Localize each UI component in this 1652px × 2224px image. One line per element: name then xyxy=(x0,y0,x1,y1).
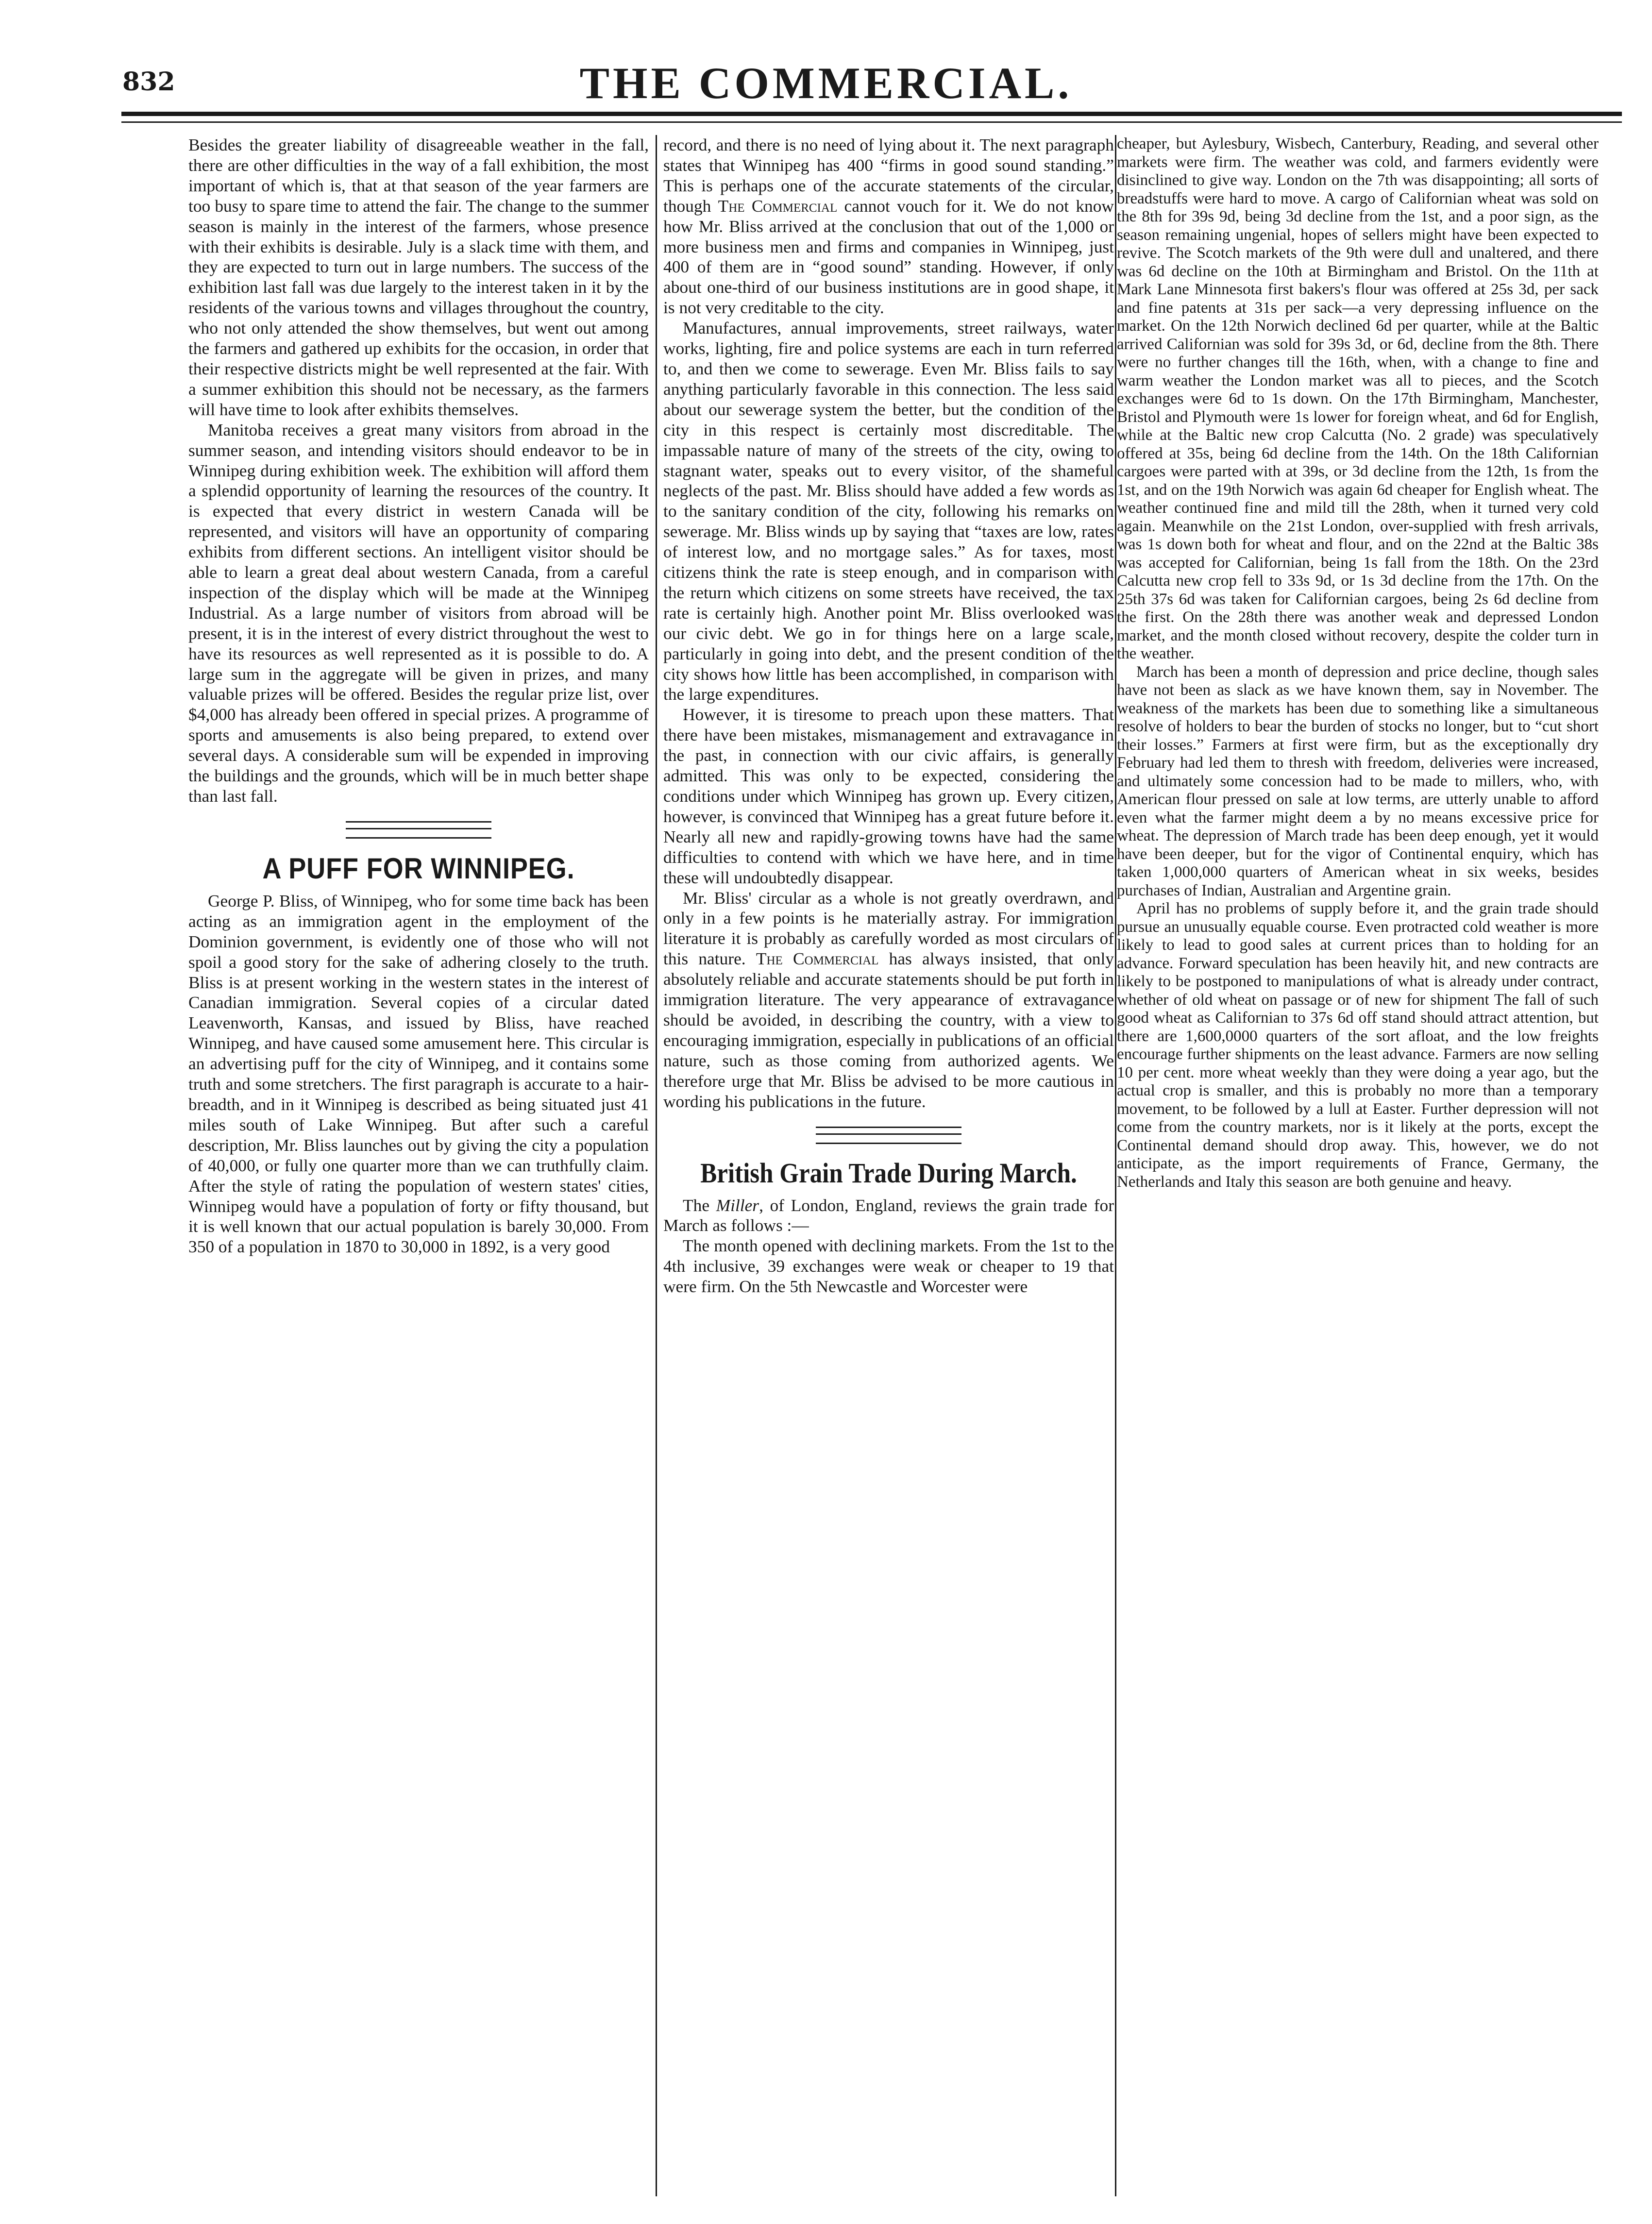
column-3 xyxy=(1117,135,1599,1191)
paragraph: cheaper, but Aylesbury, Wisbech, Canterbury, Reading, and several other markets were firm. The weather was cold, and farmers evidently were disinclined to give way. London on the 7th was disappointing; all sorts of breadstuffs were hard to move. A cargo of Californian wheat was sold on the 8th for 39s 9d, being 3d decline from the 1st, and a poor sign, as the season remaining ungenial, hopes of sellers might have been expected to revive. The Scotch markets of the 9th were dull and unaltered, and there was 6d decline on the 10th at Birmingham and Bristol. On the 11th at Mark Lane Minnesota first bakers's flour was offered at 25s 3d, per sack and fine patents at 31s per sack—a very depressing influence on the market. On the 12th Norwich declined 6d per quarter, while at the Baltic arrived Californian was sold for 39s 3d, or 6d, decline from the 8th. There were no further changes till the 16th, when, with a change to fine and warm weather the London market was all to pieces, and the Scotch exchanges were 6d to 1s down. On the 17th Birmingham, Manchester, Bristol and Plymouth were 1s lower for foreign wheat, and 6d for English, while at the Baltic new crop Calcutta (No. 2 grade) was speculatively offered at 35s, being 6d decline from the 14th. On the 18th Californian cargoes were parted with at 39s, or 3d decline from the 12th, 1s from the 1st, and on the 19th Norwich was again 6d cheaper for English wheat. The weather continued fine and mild till the 28th, when it turned very cold again. Meanwhile on the 21st London, over-supplied with fresh arrivals, was 1s down both for wheat and flour, and on the 22nd at the Baltic 38s was accepted for Californian, being 1s fall from the 18th. On the 23rd Calcutta new crop fell to 33s 9d, or 1s 3d decline from the 17th. On the 25th 37s 6d was taken for Californian cargoes, being 2s 6d decline from the first. On the 28th there was another weak and depressed London market, and the month closed without recovery, despite the colder turn in the weather. xyxy=(1117,135,1599,662)
publication-name: The Commercial xyxy=(718,196,838,216)
paragraph: Manitoba receives a great many visitors from abroad in the summer season, and intending visitors should endeavor to be in Winnipeg during exhibition week. The exhibition will afford them a splendid opportunity of learning the resources of the country. It is expected that every district in western Canada will be represented, and visitors will have an opportunity of comparing exhibits from different sections. An intelligent visitor should be able to learn a great deal about western Canada, from a careful inspection of the display which will be made at the Winnipeg Industrial. As a large number of visitors from abroad will be present, it is in the interest of every district throughout the west to have its resources as well represented as it is possible to do. A large sum in the aggregate will be given in prizes, and many valuable prizes will be offered. Besides the regular prize list, over $4,000 has already been offered in special prizes. A programme of sports and amusements is also being prepared, to extend over several days. A considerable sum will be expended in improving the buildings and the grounds, which will be in much better shape than last fall. xyxy=(188,420,649,806)
paragraph: However, it is tiresome to preach upon these matters. That there have been mistakes, mismanagement and extravagance in the past, in connection with our civic affairs, is generally admitted. This was only to be expected, considering the conditions under which Winnipeg has grown up. Every citizen, however, is convinced that Winnipeg has a great future before it. Nearly all new and rapidly-growing towns have had the same difficulties to contend with which we have here, and in time these will undoubtedly disappear. xyxy=(663,705,1114,887)
headline-puff-for-winnipeg: A PUFF FOR WINNIPEG. xyxy=(262,852,575,885)
publication-name: Miller xyxy=(716,1195,759,1215)
paragraph: George P. Bliss, of Winnipeg, who for some time back has been acting as an immigration agent in the employment of the Dominion government, is evidently one of those who will not spoil a good story for the sake of adhering closely to the truth. Bliss is at present working in the western states in the interest of Canadian immigration. Several copies of a circular dated Leavenworth, Kansas, and issued by Bliss, have reached Winnipeg, and have caused some amusement here. This circular is an advertising puff for the city of Winnipeg, and it contains some truth and some stretchers. The first paragraph is accurate to a hair-breadth, and in it Winnipeg is described as being situated just 41 miles south of Lake Winnipeg. But after such a careful description, Mr. Bliss launches out by giving the city a population of 40,000, or fully one quarter more than we can truthfully claim. After the style of rating the population of western states' cities, Winnipeg would have a population of forty or fifty thousand, but it is well known that our actual population is barely 30,000. From 350 of a population in 1870 to 30,000 in 1892, is a very good xyxy=(188,891,649,1257)
paragraph: Besides the greater liability of disagreeable weather in the fall, there are other difficulties in the way of a fall exhibition, the most important of which is, that at that season of the year farmers are too busy to spare time to attend the fair. The change to the summer season is mainly in the interest of the farmers, whose presence with their exhibits is desirable. July is a slack time with them, and they are expected to turn out in large numbers. The success of the exhibition last fall was due largely to the interest taken in it by the residents of the various towns and villages throughout the country, who not only attended the show themselves, but went out among the farmers and gathered up exhibits for the occasion, in order that their respective districts might be well represented at the fair. With a summer exhibition this should not be necessary, as the farmers will have time to look after exhibits themselves. xyxy=(188,135,649,419)
publication-name: The Commercial xyxy=(756,949,879,969)
page-number: 832 xyxy=(122,67,175,97)
column-1 xyxy=(188,135,649,1257)
masthead: THE COMMERCIAL. xyxy=(579,58,1073,108)
header-rule-thin xyxy=(121,121,1622,123)
paragraph: April has no problems of supply before it, and the grain trade should pursue an unusually equable course. Even protracted cold weather is more likely to lead to good sales at current prices than to holding for an advance. Forward speculation has been heavily hit, and new contracts are likely to be postponed to manipulations of what is already under contract, whether of old wheat on passage or of new for shipment The fall of such good wheat as Californian to 37s 6d off stand should attract attention, but there are 1,600,0000 quarters of the sort afloat, and the low freights encourage further shipments on the least advance. Farmers are now selling 10 per cent. more wheat weekly than they were doing a year ago, but the actual crop is smaller, and this is probably no more than a temporary movement, to be followed by a lull at Easter. Further depression will not come from the country markets, nor is it likely at the ports, except the Continental demand should drop away. This, however, we do not anticipate, as the import requirements of France, Germany, the Netherlands and Italy this season are both genuine and heavy. xyxy=(1117,900,1599,1191)
paragraph xyxy=(663,135,1114,318)
paragraph: March has been a month of depression and price decline, though sales have not been as slack as we have known them, say in November. The weakness of the markets has been due to something like a simultaneous resolve of holders to bear the burden of stocks no longer, but to “cut short their losses.” Farmers at first were firm, but as the exceptionally dry February had led them to thresh with freedom, deliveries were increased, and ultimately some concession had to be made to millers, who, with American flour pressed on sale at low terms, are utterly unable to afford even what the farmer might deem a by no means excessive price for wheat. The depression of March trade has been deep enough, yet it would have been deeper, but for the vigor of Continental enquiry, which has taken 1,000,000 quarters of American wheat in six weeks, besides purchases of Indian, Australian and Argentine grain. xyxy=(1117,663,1599,899)
headline-british-grain-trade: British Grain Trade During March. xyxy=(700,1157,1077,1189)
paragraph: Manufactures, annual improvements, street railways, water works, lighting, fire and police systems are each in turn referred to, and then we come to sewerage. Even Mr. Bliss fails to say anything particularly favorable in this connection. The less said about our sewerage system the better, but the condition of the city in this respect is certainly most discreditable. The impassable nature of many of the streets of the city, owing to stagnant water, speaks out to every visitor, of the shameful neglects of the past. Mr. Bliss should have added a few words as to the sanitary condition of the city, following his remarks on sewerage. Mr. Bliss winds up by saying that “taxes are low, rates of interest low, and no mortgage sales.” As for taxes, most citizens think the rate is steep enough, and in comparison with the return which citizens on some streets have received, the tax rate is certainly high. Another point Mr. Bliss overlooked was our civic debt. We go in for things here on a large scale, particularly in going into debt, and the present condition of the city shows how little has been accomplished, in comparison with the large expenditures. xyxy=(663,318,1114,704)
paragraph xyxy=(663,888,1114,1112)
header-rule-thick xyxy=(121,112,1622,116)
text-run: Mr. Bliss' circular as a whole is not greatly overdrawn, and only in a few points is he materially astray. For immigration literature it is probably as carefully worded as most circulars of this nature. xyxy=(663,888,1114,969)
text-run: The xyxy=(683,1195,716,1215)
column-2 xyxy=(663,135,1114,1297)
section-divider xyxy=(816,1127,961,1144)
paragraph xyxy=(663,1196,1114,1236)
text-run: record, and there is no need of lying about it. The next paragraph states that Winnipeg has 400 “firms in good sound standing.” This is perhaps one of the accurate statements of the circular, though xyxy=(663,135,1114,216)
paragraph: The month opened with declining markets. From the 1st to the 4th inclusive, 39 exchanges were weak or cheaper to 19 that were firm. On the 5th Newcastle and Worcester were xyxy=(663,1236,1114,1297)
column-divider-2 xyxy=(1115,135,1116,2196)
text-run: , of London, England, reviews the grain trade for March as follows :— xyxy=(663,1195,1114,1235)
section-divider xyxy=(346,821,491,839)
text-run: has always insisted, that only absolutely reliable and accurate statements should be put forth in immigration literature. The very appearance of extravagance should be avoided, in describing the country, with a view to encouraging immigration, especially in publications of an official nature, such as those coming from authorized agents. We therefore urge that Mr. Bliss be advised to be more cautious in wording his publications in the future. xyxy=(663,949,1114,1111)
column-divider-1 xyxy=(656,135,657,2196)
text-run: cannot vouch for it. We do not know how Mr. Bliss arrived at the conclusion that out of the 1,000 or more business men and firms and companies in Winnipeg, just 400 of them are in “good sound” standing. However, if only about one-third of our business institutions are in good shape, it is not very creditable to the city. xyxy=(663,196,1114,318)
